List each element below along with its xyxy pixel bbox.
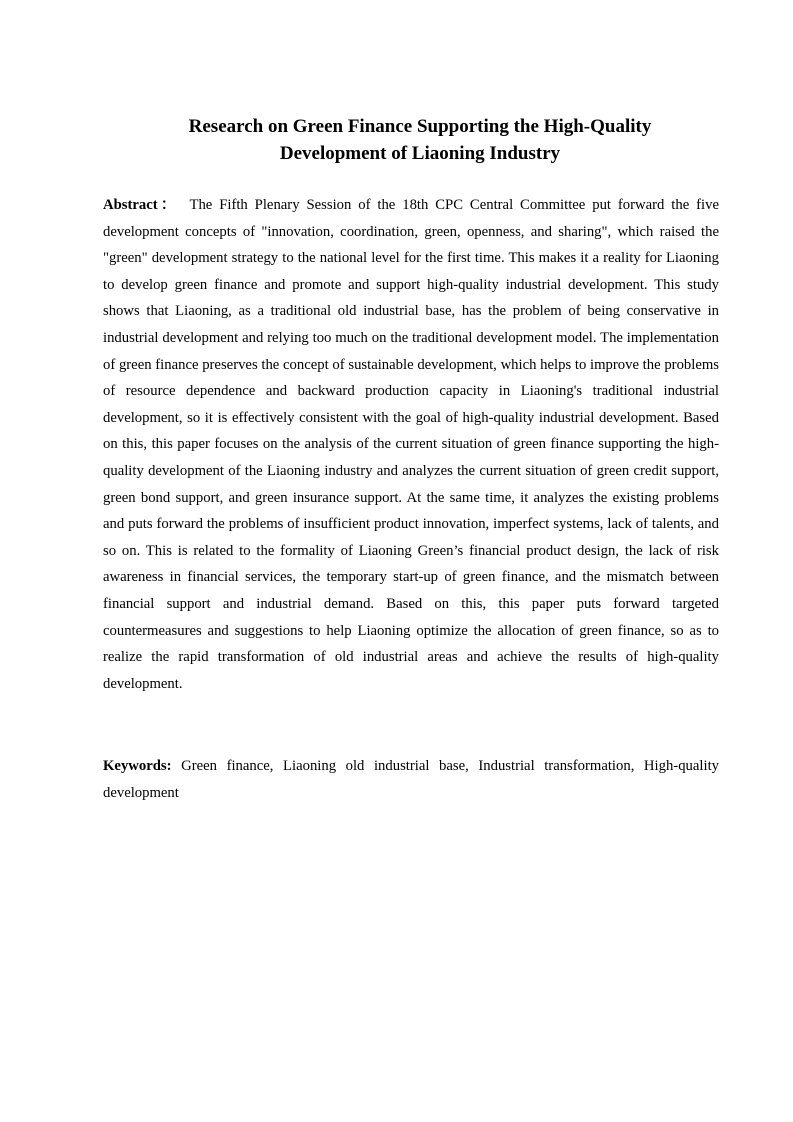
keywords-label: Keywords: bbox=[103, 758, 172, 774]
abstract-paragraph bbox=[103, 192, 719, 697]
abstract-label: Abstract： bbox=[103, 197, 179, 213]
paper-title bbox=[60, 113, 780, 167]
abstract-text: The Fifth Plenary Session of the 18th CPC Central Committee put forward the five development concepts of "innovation, coordination, green, openness, and sharing", which raised the "green" development strategy to the national level for the first time. This makes it a reality for Liaoning to develop green finance and promote and support high-quality industrial development. This study shows that Liaoning, as a traditional old industrial base, has the problem of being conservative in industrial development and relying too much on the traditional development model. The implementation of green finance preserves the concept of sustainable development, which helps to improve the problems of resource dependence and backward production capacity in Liaoning's traditional industrial development, so it is effectively consistent with the goal of high-quality industrial development. Based on this, this paper focuses on the analysis of the current situation of green finance supporting the high-quality development of the Liaoning industry and analyzes the current situation of green credit support, green bond support, and green insurance support. At the same time, it analyzes the existing problems and puts forward the problems of insufficient product innovation, imperfect systems, lack of talents, and so on. This is related to the formality of Liaoning Green’s financial product design, the lack of risk awareness in financial services, the temporary start-up of green finance, and the mismatch between financial support and industrial demand. Based on this, this paper puts forward targeted countermeasures and suggestions to help Liaoning optimize the allocation of green finance, so as to realize the rapid transformation of old industrial areas and achieve the results of high-quality development. bbox=[103, 197, 719, 692]
keywords-paragraph bbox=[103, 753, 719, 806]
title-line-1: Research on Green Finance Supporting the High-Quality bbox=[188, 116, 652, 137]
title-line-2: Development of Liaoning Industry bbox=[279, 143, 561, 164]
keywords-text: Green finance, Liaoning old industrial base, Industrial transformation, High-quality development bbox=[103, 758, 719, 801]
